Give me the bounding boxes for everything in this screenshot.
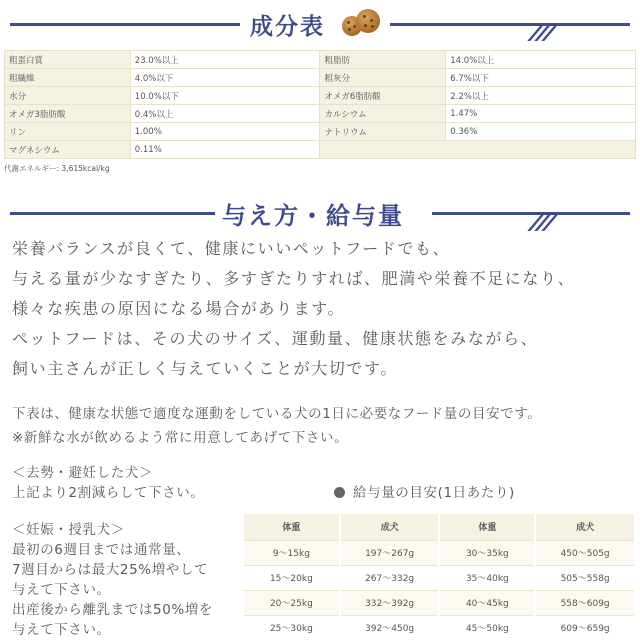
feed-weight-cell: 9～15kg [244, 540, 340, 565]
nutrient-name: 粗繊維 [5, 69, 131, 87]
neutered-heading: ＜去勢・避妊した犬＞ [12, 465, 153, 481]
nutrient-name: オメガ6脂肪酸 [320, 87, 446, 105]
pregnant-heading: ＜妊娠・授乳犬＞ [12, 522, 125, 538]
feed-amount-cell: 558～609g [535, 590, 635, 615]
nutrient-name: 粗灰分 [320, 69, 446, 87]
feed-amount-cell: 609～659g [535, 615, 635, 640]
feed-weight-cell: 15～20kg [244, 565, 340, 590]
nutrient-name: 粗蛋白質 [5, 51, 131, 69]
feed-weight-cell: 20～25kg [244, 590, 340, 615]
feed-header-weight: 体重 [244, 514, 340, 540]
nutrient-value: 23.0%以上 [130, 51, 320, 69]
nutrient-name: リン [5, 123, 131, 141]
nutrient-name: 粗脂肪 [320, 51, 446, 69]
empty-cell [320, 141, 636, 159]
nutrient-value: 0.11% [130, 141, 320, 159]
header-rule-left [10, 23, 240, 26]
nutrition-row [5, 141, 636, 159]
feed-weight-cell: 40～45kg [439, 590, 535, 615]
feed-amount-cell: 505～558g [535, 565, 635, 590]
nutrient-value: 10.0%以下 [130, 87, 320, 105]
feed-amount-cell: 450～505g [535, 540, 635, 565]
feed-header-weight: 体重 [439, 514, 535, 540]
nutrient-name: オメガ3脂肪酸 [5, 105, 131, 123]
pregnant-line: 与えて下さい。 [12, 622, 111, 638]
kibble-icon [356, 9, 380, 33]
nutrient-value: 0.36% [446, 123, 636, 141]
nutrient-name: カルシウム [320, 105, 446, 123]
nutrient-value: 0.4%以上 [130, 105, 320, 123]
feed-row [244, 540, 635, 565]
intro-line: 様々な疾患の原因になる場合があります。 [12, 299, 346, 318]
nutrition-table [4, 50, 636, 159]
pregnant-line: 出産後から離乳までは50%増を [12, 602, 214, 618]
nutrient-value: 1.47% [446, 105, 636, 123]
section-header-feeding [0, 196, 640, 236]
section-header-composition [0, 4, 640, 44]
nutrition-row [5, 123, 636, 141]
feed-amount-cell: 392～450g [340, 615, 440, 640]
bullet-icon [334, 487, 345, 498]
nutrition-row [5, 87, 636, 105]
nutrient-value: 6.7%以下 [446, 69, 636, 87]
pregnant-line: 7週目からは最大25%増やして [12, 562, 209, 578]
nutrient-value: 4.0%以下 [130, 69, 320, 87]
feed-weight-cell: 25～30kg [244, 615, 340, 640]
feed-weight-cell: 30～35kg [439, 540, 535, 565]
section-title-feeding: 与え方・給与量 [222, 202, 404, 230]
header-rule-right [432, 212, 630, 215]
feed-amount-cell: 267～332g [340, 565, 440, 590]
nutrient-name: 水分 [5, 87, 131, 105]
feed-weight-cell: 45～50kg [439, 615, 535, 640]
pregnant-line: 与えて下さい。 [12, 582, 111, 598]
intro-line: ペットフードは、その犬のサイズ、運動量、健康状態をみながら、 [12, 329, 539, 348]
nutrient-name: マグネシウム [5, 141, 131, 159]
nutrition-row [5, 51, 636, 69]
feed-amount-cell: 332～392g [340, 590, 440, 615]
nutrient-name: ナトリウム [320, 123, 446, 141]
feed-header-adult: 成犬 [340, 514, 440, 540]
header-rule-right [390, 23, 630, 26]
pregnant-line: 最初の6週目までは通常量、 [12, 542, 191, 558]
nutrient-value: 2.2%以上 [446, 87, 636, 105]
note-line: ※新鮮な水が飲めるよう常に用意してあげて下さい。 [12, 430, 349, 446]
feed-amount-cell: 197～267g [340, 540, 440, 565]
section-title-composition: 成分表 [250, 14, 325, 40]
nutrient-value: 14.0%以上 [446, 51, 636, 69]
nutrition-row [5, 69, 636, 87]
feed-row [244, 590, 635, 615]
feed-weight-cell: 35～40kg [439, 565, 535, 590]
intro-line: 与える量が少なすぎたり、多すぎたりすれば、肥満や栄養不足になり、 [12, 269, 576, 288]
feed-guide-label-text: 給与量の目安(1日あたり) [353, 485, 515, 501]
intro-line: 栄養バランスが良くて、健康にいいペットフードでも、 [12, 239, 451, 258]
note-line: 下表は、健康な状態で適度な運動をしている犬の1日に必要なフード量の目安です。 [12, 406, 542, 422]
neutered-text: 上記より2割減らして下さい。 [12, 485, 205, 501]
feed-guide-label [334, 481, 515, 501]
feeding-amount-table [244, 514, 636, 640]
feed-row [244, 615, 635, 640]
intro-line: 飼い主さんが正しく与えていくことが大切です。 [12, 359, 398, 378]
nutrient-value: 1.00% [130, 123, 320, 141]
header-rule-left [10, 212, 215, 215]
energy-note: 代謝エネルギー: 3,615kcal/kg [4, 164, 110, 173]
feed-row [244, 565, 635, 590]
feed-header-adult: 成犬 [535, 514, 635, 540]
nutrition-row [5, 105, 636, 123]
